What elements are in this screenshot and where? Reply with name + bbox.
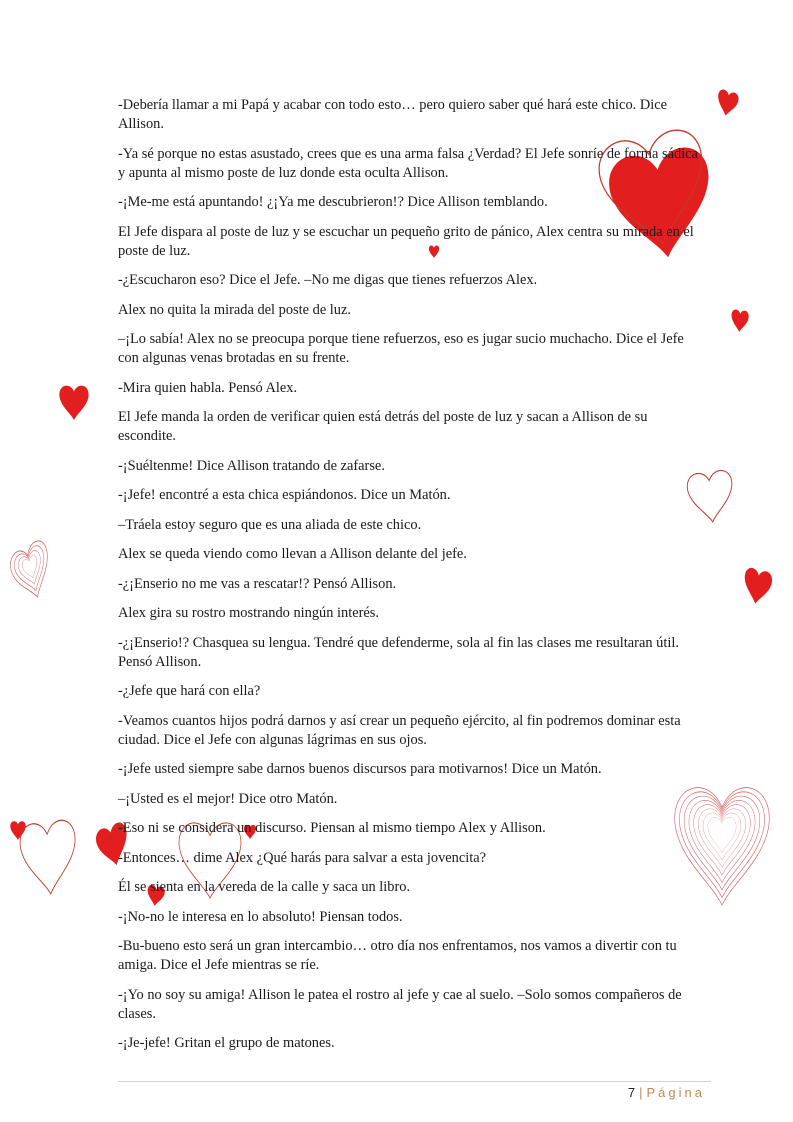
paragraph: -¡Yo no soy su amiga! Allison le patea el rostro al jefe y cae al suelo. –Solo somos compañeros de clases.	[118, 986, 682, 1022]
heart-icon	[742, 566, 773, 606]
paragraph: -¡Jefe! encontré a esta chica espiándonos. Dice un Matón.	[118, 487, 451, 503]
paragraph: Él se sienta en la vereda de la calle y saca un libro.	[118, 879, 411, 895]
paragraph: -¿¡Enserio!? Chasquea su lengua. Tendré que defenderme, sola al fin las clases me resultaran útil. Pensó Allison.	[118, 634, 679, 670]
paragraph: El Jefe dispara al poste de luz y se escuchar un pequeño grito de pánico, Alex centra su mirada en el poste de luz.	[118, 223, 694, 259]
paragraph: -¿¡Enserio no me vas a rescatar!? Pensó Allison.	[118, 575, 397, 592]
paragraph: –¡Usted es el mejor! Dice otro Matón.	[118, 790, 338, 807]
paragraph: –Tráela estoy seguro que es una aliada de este chico.	[118, 516, 422, 533]
paragraph: -Eso ni se considera un discurso. Piensan al mismo tiempo Alex y Allison.	[118, 820, 546, 836]
paragraph: -¿Escucharon eso? Dice el Jefe. –No me digas que tienes refuerzos Alex.	[118, 272, 538, 288]
paragraph: -¡No-no le interesa en lo absoluto! Piensan todos.	[118, 908, 403, 925]
paragraph: Alex no quita la mirada del poste de luz.	[118, 301, 351, 318]
paragraph: -Mira quien habla. Pensó Alex.	[118, 379, 298, 396]
paragraph: –¡Lo sabía! Alex no se preocupa porque tiene refuerzos, eso es jugar sucio muchacho. Dice el Jefe con algunas venas brotadas en su frente.	[118, 331, 684, 366]
paragraph: -Ya sé porque no estas asustado, crees que es una arma falsa ¿Verdad? El Jefe sonríe de forma sádica y apunta al mismo poste de luz donde esta oculta Allison.	[118, 145, 698, 181]
paragraph: El Jefe manda la orden de verificar quien está detrás del poste de luz y sacan a Allison de su escondite.	[118, 409, 648, 444]
paragraph: -Bu-bueno esto será un gran intercambio… otro día nos enfrentamos, nos vamos a divertir con tu amiga. Dice el Jefe mientras se ríe.	[118, 938, 677, 973]
paragraph: Alex gira su rostro mostrando ningún interés.	[118, 605, 379, 621]
paragraph: Alex se queda viendo como llevan a Allison delante del jefe.	[118, 546, 467, 562]
heart-icon	[731, 309, 749, 333]
heart-icon	[8, 537, 55, 607]
page-word: Página	[646, 1085, 705, 1100]
paragraph: -Veamos cuantos hijos podrá darnos y así crear un pequeño ejército, al fin podremos dominar esta ciudad. Dice el Jefe con algunas lágrimas en sus ojos.	[118, 712, 681, 748]
heart-icon	[715, 88, 739, 118]
footer-divider	[118, 1081, 711, 1082]
paragraph: -Entonces… dime Alex ¿Qué harás para salvar a esta jovencita?	[118, 849, 487, 866]
paragraph: -¡Suéltenme! Dice Allison tratando de zafarse.	[118, 457, 385, 474]
paragraph: -¿Jefe que hará con ella?	[118, 683, 261, 699]
paragraph: -¡Je-jefe! Gritan el grupo de matones.	[118, 1035, 335, 1051]
heart-icon	[59, 386, 88, 420]
footer-separator: |	[639, 1085, 643, 1100]
page-number: 7	[627, 1085, 636, 1100]
heart-icon	[19, 819, 78, 898]
paragraph: -¡Jefe usted siempre sabe darnos buenos discursos para motivarnos! Dice un Matón.	[118, 761, 602, 777]
document-body	[118, 96, 700, 1064]
paragraph: -Debería llamar a mi Papá y acabar con todo esto… pero quiero saber qué hará este chico. Dice Allison.	[118, 97, 668, 132]
page-footer	[628, 1085, 705, 1100]
paragraph: -¡Me-me está apuntando! ¿¡Ya me descubrieron!? Dice Allison temblando.	[118, 194, 548, 210]
